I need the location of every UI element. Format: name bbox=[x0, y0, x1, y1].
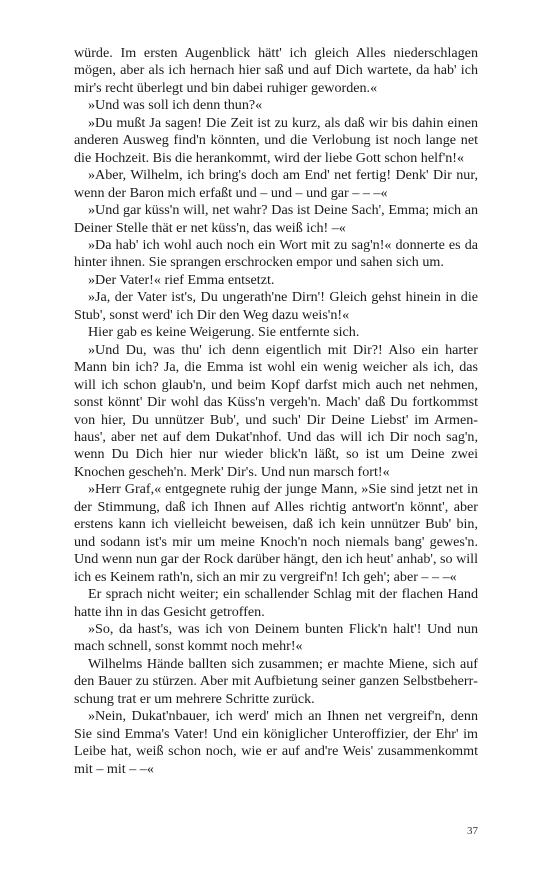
paragraph: »So, da hast's, was ich von Deinem bunten Flick'n halt'! Und nun mach schnell, sonst kommt noch mehr!« bbox=[74, 620, 478, 655]
paragraph: würde. Im ersten Augenblick hätt' ich gleich Alles niederschlagen mögen, aber als ich hernach hier saß und auf Dich wartete, da hab' ich mir's recht überlegt und bin dabei ruhiger geworden.« bbox=[74, 45, 478, 96]
book-page bbox=[74, 45, 478, 778]
paragraph: Wilhelms Hände ballten sich zusammen; er machte Miene, sich auf den Bauer zu stürzen. Aber mit Aufbietung seiner ganzen Selbstbeherrschung trat er um mehrere Schritte zurück. bbox=[74, 655, 478, 707]
paragraph: »Herr Graf,« entgegnete ruhig der junge Mann, »Sie sind jetzt net in der Stimmung, daß ich Ihnen auf Alles richtig antwort'n könnt', aber erstens kann ich vielleicht beweisen, daß ich kein unnützer Bub' bin, und sodann ist's mir um meine Knoch'n noch niemals bang' gewes'n. Und wenn nun gar der Rock darüber hängt, den ich heut' anhab', so will ich es Keinem rath'n, sich an mir zu vergreif'n! Ich geh'; aber – – –« bbox=[74, 481, 478, 585]
paragraph: »Ja, der Vater ist's, Du ungerath'ne Dirn'! Gleich gehst hinein in die Stub', sonst werd' ich Dir den Weg dazu weis'n!« bbox=[74, 289, 478, 323]
paragraph: »Aber, Wilhelm, ich bring's doch am End' net fertig! Denk' Dir nur, wenn der Baron mich erfaßt und – und – und gar – – –« bbox=[74, 167, 478, 201]
paragraph: »Und was soll ich denn thun?« bbox=[88, 97, 263, 114]
page-number: 37 bbox=[467, 825, 478, 837]
paragraph: »Der Vater!« rief Emma entsetzt. bbox=[88, 271, 275, 288]
paragraph: Hier gab es keine Weigerung. Sie entfernte sich. bbox=[88, 324, 360, 341]
paragraph: »Und gar küss'n will, net wahr? Das ist Deine Sach', Emma; mich an Deiner Stelle thät er net küss'n, das weiß ich! –« bbox=[74, 202, 478, 236]
paragraph: Er sprach nicht weiter; ein schallender Schlag mit der flachen Hand hatte ihn in das Gesicht getroffen. bbox=[74, 586, 478, 620]
paragraph: »Nein, Dukat'nbauer, ich werd' mich an Ihnen net vergreif'n, denn Sie sind Emma's Vater! Und ein königlicher Unteroffizier, der Ehr' im Leibe hat, weiß schon noch, wie er auf and're Weis' zusammenkommt mit – mit – –« bbox=[74, 708, 478, 777]
paragraph: »Da hab' ich wohl auch noch ein Wort mit zu sag'n!« donnerte es da hinter ihnen. Sie sprangen erschrocken empor und sahen sich um. bbox=[74, 236, 478, 271]
paragraph: »Und Du, was thu' ich denn eigentlich mit Dir?! Also ein harter Mann bin ich? Ja, die Emma ist wohl ein wenig weicher als ich, das will ich schon glaub'n, und beim Kopf darfst mich auch net nehmen, sonst könnt' Dir wohl das Küss'n vergeh'n. Mach' daß Du fortkommst von hier, Du unnützer Bub', und such' Dir Deine Liebst' im Armenhaus', aber net auf dem Dukat'nhof. Und das will ich Dir noch sag'n, wenn Du Dich hier nur wieder blick'n läßt, so ist um Deine zwei Knochen gescheh'n. Merk' Dir's. Und nun marsch fort!« bbox=[74, 341, 478, 480]
paragraph: »Du mußt Ja sagen! Die Zeit ist zu kurz, als daß wir bis dahin einen anderen Ausweg find'n könnten, und die Verlobung ist noch lange net die Hochzeit. Bis die herankommt, wird der liebe Gott schon helf'n!« bbox=[74, 114, 478, 166]
